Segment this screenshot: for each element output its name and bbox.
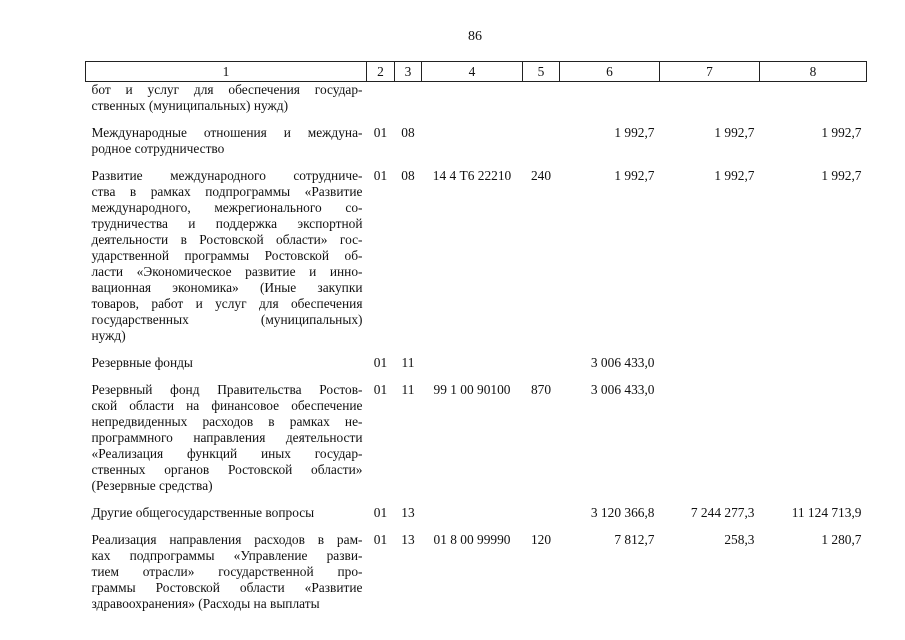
column-header-1: 1 xyxy=(86,62,367,82)
row-name-line: тием отрасли» государственной про- xyxy=(91,564,363,579)
section-code xyxy=(367,82,395,115)
amount-col-6: 3 006 433,0 xyxy=(590,355,655,370)
column-header-4: 4 xyxy=(422,62,523,82)
amount-col-8 xyxy=(760,82,867,115)
amount-col-7: 258,3 xyxy=(724,532,755,547)
row-name-line: «Реализация функций иных государ- xyxy=(91,446,363,461)
section-code: 01 xyxy=(373,532,388,547)
column-header-7: 7 xyxy=(660,62,760,82)
row-name-line: ства в рамках подпрограммы «Развитие xyxy=(91,184,363,199)
section-code: 01 xyxy=(373,125,388,140)
amount-col-8 xyxy=(760,371,867,494)
row-name-line: Резервный фонд Правительства Ростов- xyxy=(91,382,363,397)
budget-table xyxy=(85,61,867,612)
row-name-line: вационная экономика» (Иные закупки xyxy=(91,280,363,295)
subsection-code: 11 xyxy=(401,355,415,370)
amount-col-8: 1 280,7 xyxy=(821,532,862,547)
expense-type-code xyxy=(523,494,560,521)
row-name-line: (Резервные средства) xyxy=(91,478,213,493)
table-body xyxy=(86,82,867,613)
subsection-code: 13 xyxy=(401,505,415,520)
row-name-line: международного, межрегионального со- xyxy=(91,200,363,215)
subsection-code xyxy=(395,82,422,115)
target-article-code xyxy=(422,114,523,157)
row-name-line: ской области на финансовое обеспечение xyxy=(91,398,363,413)
row-name-line: ласти «Экономическое развитие и инно- xyxy=(91,264,363,279)
amount-col-6: 7 812,7 xyxy=(614,532,655,547)
amount-col-6: 1 992,7 xyxy=(614,125,655,140)
row-name-line: Международные отношения и междуна- xyxy=(91,125,363,140)
amount-col-7 xyxy=(660,82,760,115)
table-row xyxy=(86,157,867,344)
column-header-6: 6 xyxy=(560,62,660,82)
amount-col-8: 11 124 713,9 xyxy=(791,505,862,520)
row-name-line: граммы Ростовской области «Развитие xyxy=(91,580,363,595)
amount-col-8 xyxy=(760,344,867,371)
amount-col-7: 1 992,7 xyxy=(714,125,755,140)
amount-col-6: 1 992,7 xyxy=(614,168,655,183)
row-name xyxy=(86,344,367,371)
row-name-line: товаров, работ и услуг для обеспечения xyxy=(91,296,363,311)
section-code: 01 xyxy=(373,505,388,520)
subsection-code: 08 xyxy=(401,125,415,140)
row-name xyxy=(86,114,367,157)
amount-col-6 xyxy=(560,82,660,115)
table-row xyxy=(86,521,867,612)
table-row xyxy=(86,371,867,494)
row-name-line: программного направления деятельности xyxy=(91,430,363,445)
row-name-line: государственных (муниципальных) xyxy=(91,312,363,327)
amount-col-8: 1 992,7 xyxy=(821,168,862,183)
table-row xyxy=(86,494,867,521)
column-header-5: 5 xyxy=(523,62,560,82)
amount-col-8: 1 992,7 xyxy=(821,125,862,140)
row-name-line: Другие общегосударственные вопросы xyxy=(91,505,315,520)
table-row xyxy=(86,344,867,371)
expense-type-code xyxy=(523,344,560,371)
row-name-line: ках подпрограммы «Управление разви- xyxy=(91,548,363,563)
column-header-8: 8 xyxy=(760,62,867,82)
target-article-code xyxy=(422,494,523,521)
row-name-line: Резервные фонды xyxy=(91,355,193,370)
row-name-line: ударственной программы Ростовской об- xyxy=(91,248,363,263)
table-row xyxy=(86,114,867,157)
amount-col-6: 3 006 433,0 xyxy=(590,382,655,397)
amount-col-7: 7 244 277,3 xyxy=(690,505,755,520)
target-article-code: 14 4 Т6 22210 xyxy=(432,168,512,183)
table-row xyxy=(86,82,867,115)
expense-type-code: 240 xyxy=(530,168,552,183)
amount-col-6: 3 120 366,8 xyxy=(590,505,655,520)
row-name-line: бот и услуг для обеспечения государ- xyxy=(91,82,363,97)
table-header xyxy=(86,62,867,82)
section-code: 01 xyxy=(373,355,388,370)
subsection-code: 08 xyxy=(401,168,415,183)
row-name-line: нужд) xyxy=(91,328,126,343)
section-code: 01 xyxy=(373,168,388,183)
row-name xyxy=(86,371,367,494)
row-name-line: деятельности в Ростовской области» гос- xyxy=(91,232,363,247)
column-header-2: 2 xyxy=(367,62,395,82)
row-name-line: трудничества и поддержка экспортной xyxy=(91,216,363,231)
row-name-line: ственных органов Ростовской области» xyxy=(91,462,363,477)
section-code: 01 xyxy=(373,382,388,397)
subsection-code: 11 xyxy=(401,382,415,397)
row-name xyxy=(86,521,367,612)
amount-col-7 xyxy=(660,344,760,371)
page-number: 86 xyxy=(468,29,482,44)
target-article-code xyxy=(422,82,523,115)
expense-type-code: 120 xyxy=(530,532,552,547)
expense-type-code xyxy=(523,82,560,115)
subsection-code: 13 xyxy=(401,532,415,547)
target-article-code: 99 1 00 90100 xyxy=(433,382,511,397)
row-name-line: Реализация направления расходов в рам- xyxy=(91,532,363,547)
expense-type-code: 870 xyxy=(530,382,552,397)
amount-col-7: 1 992,7 xyxy=(714,168,755,183)
expense-type-code xyxy=(523,114,560,157)
row-name-line: ственных (муниципальных) нужд) xyxy=(91,98,289,113)
row-name-line: Развитие международного сотрудниче- xyxy=(91,168,363,183)
row-name-line: родное сотрудничество xyxy=(91,141,225,156)
row-name xyxy=(86,82,367,115)
row-name-line: здравоохранения» (Расходы на выплаты xyxy=(91,596,320,611)
row-name xyxy=(86,494,367,521)
target-article-code xyxy=(422,344,523,371)
amount-col-7 xyxy=(660,371,760,494)
target-article-code: 01 8 00 99990 xyxy=(433,532,511,547)
row-name-line: непредвиденных расходов в рамках не- xyxy=(91,414,363,429)
row-name xyxy=(86,157,367,344)
column-header-3: 3 xyxy=(395,62,422,82)
